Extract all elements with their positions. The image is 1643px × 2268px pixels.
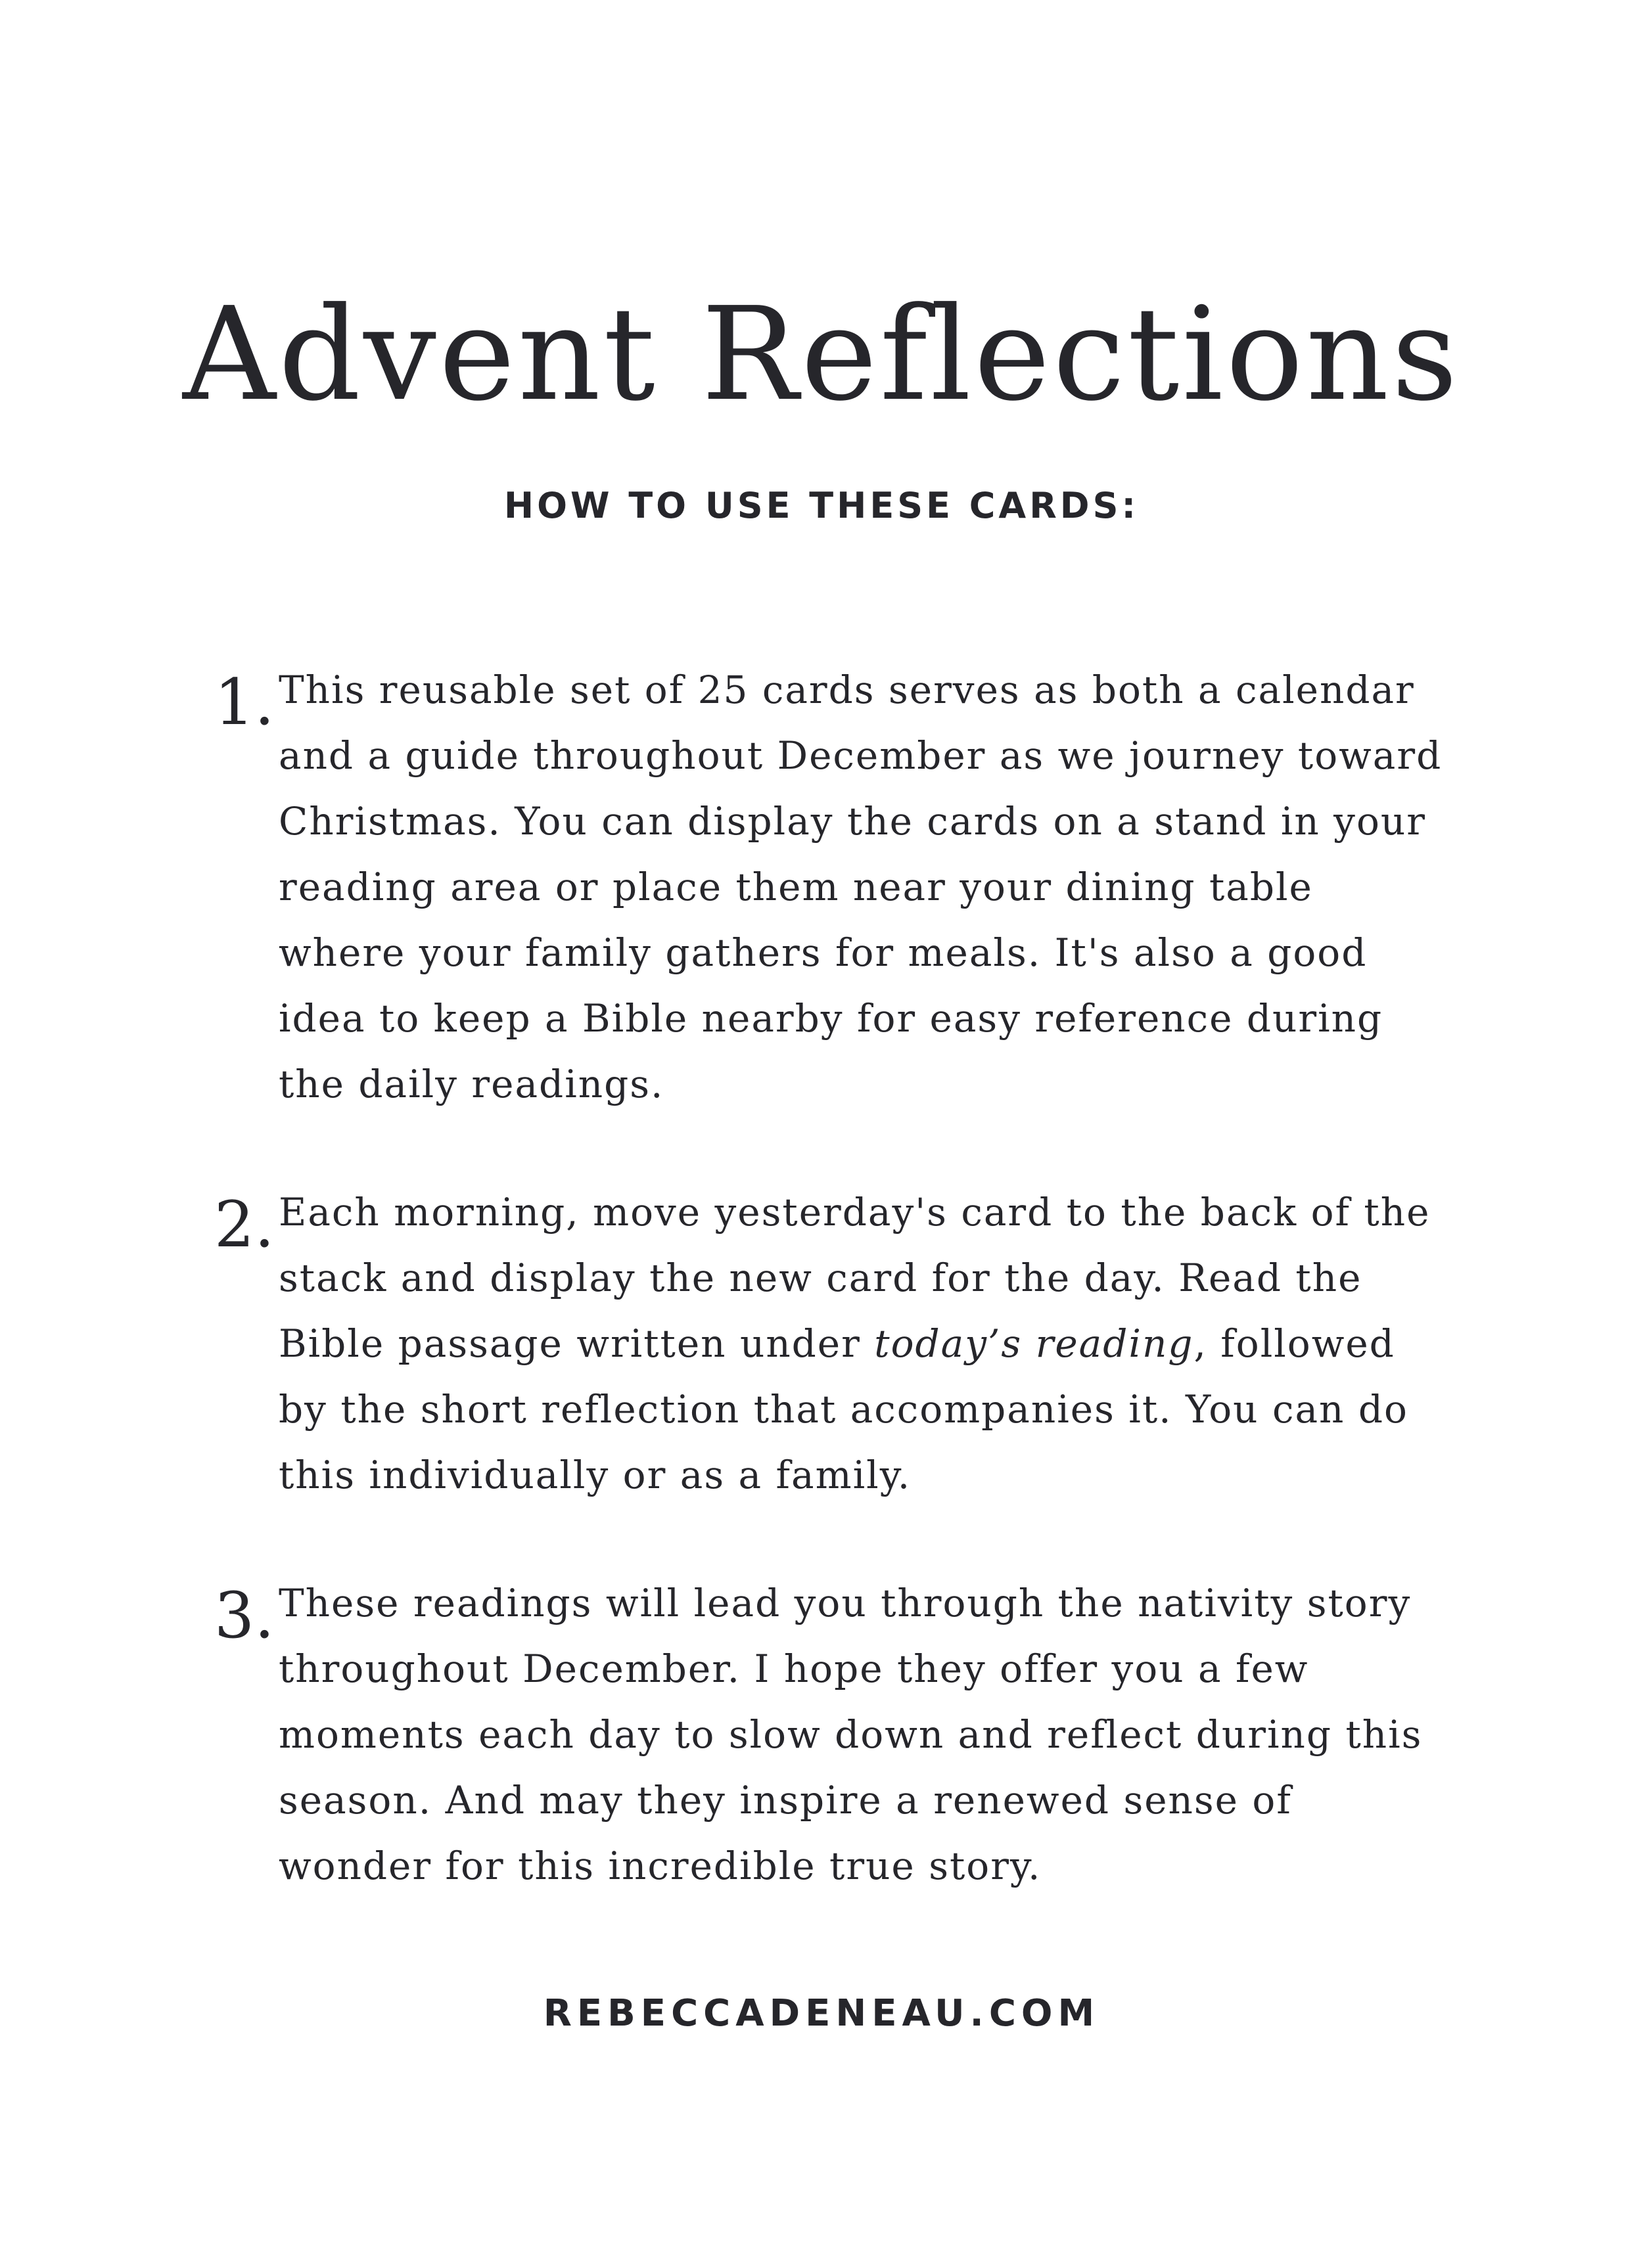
- item-line: the daily readings.: [279, 1062, 664, 1106]
- item-line-with-italic: [279, 1311, 1462, 1376]
- item-line-segment: Bible passage written under: [279, 1321, 875, 1366]
- item-text: [279, 657, 1462, 1117]
- item-number: 3.: [214, 1579, 275, 1652]
- item-number: 2.: [214, 1188, 275, 1261]
- item-line: where your family gathers for meals. It's also a good: [279, 930, 1368, 975]
- item-line: season. And may they inspire a renewed sense of: [279, 1778, 1292, 1823]
- item-line: throughout December. I hope they offer you a few: [279, 1646, 1309, 1691]
- item-line: reading area or place them near your dining table: [279, 865, 1313, 909]
- item-line-segment: , followed: [1193, 1321, 1395, 1366]
- item-text: [279, 1570, 1462, 1899]
- item-line: Each morning, move yesterday's card to the back of the: [279, 1190, 1431, 1235]
- item-line: this individually or as a family.: [279, 1453, 912, 1497]
- website-url: REBECCADENEAU.COM: [543, 1992, 1100, 2035]
- item-line: This reusable set of 25 cards serves as both a calendar: [279, 668, 1415, 712]
- section-heading: HOW TO USE THESE CARDS:: [503, 485, 1140, 526]
- item-line: and a guide throughout December as we journey toward: [279, 733, 1443, 778]
- item-line: stack and display the new card for the day. Read the: [279, 1256, 1362, 1300]
- item-line: These readings will lead you through the nativity story: [279, 1581, 1412, 1625]
- item-line: by the short reflection that accompanies it. You can do: [279, 1387, 1408, 1432]
- item-line: idea to keep a Bible nearby for easy reference during: [279, 996, 1383, 1041]
- item-text: [279, 1179, 1462, 1508]
- item-number: 1.: [214, 666, 275, 739]
- item-line: moments each day to slow down and reflect during this: [279, 1712, 1423, 1757]
- item-line: wonder for this incredible true story.: [279, 1844, 1042, 1888]
- page-title: Advent Reflections: [183, 280, 1460, 430]
- italic-phrase: today’s reading: [874, 1321, 1194, 1366]
- item-line: Christmas. You can display the cards on a stand in your: [279, 799, 1426, 844]
